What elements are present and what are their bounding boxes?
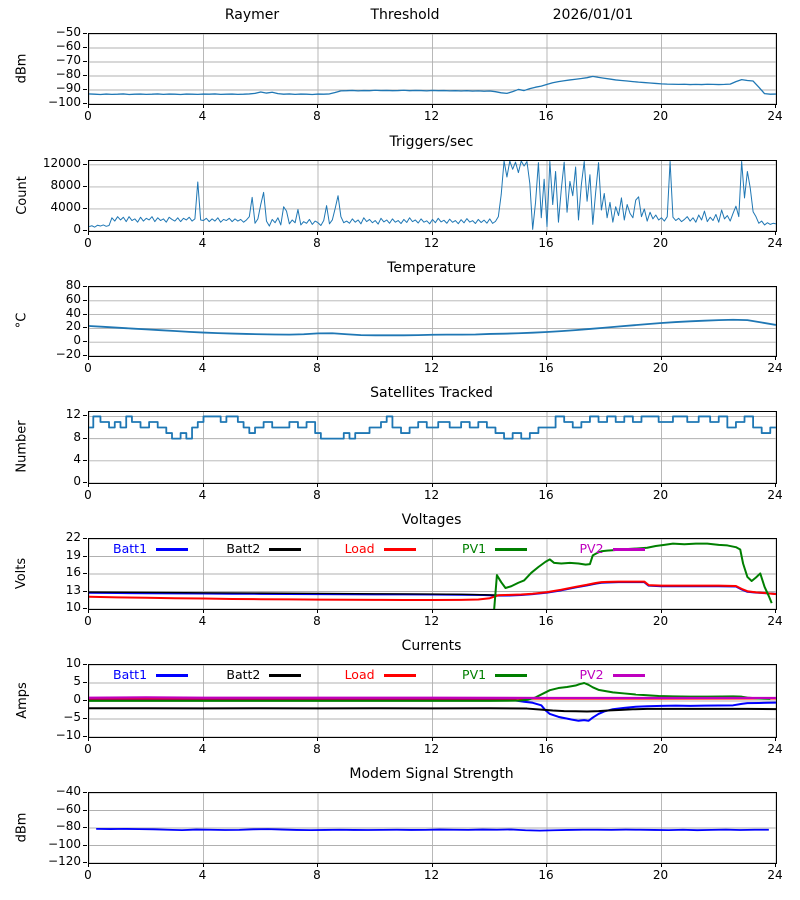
x-tick-mark [546,609,547,613]
series-PV1 [494,544,772,609]
y-tick-label: 12000 [42,155,81,170]
x-tick-mark [661,483,662,487]
x-tick-label: 20 [652,614,669,628]
x-tick-mark [88,863,89,867]
y-tick-label: 12 [65,407,81,422]
x-tick-mark [88,104,89,108]
x-tick-label: 0 [84,614,92,628]
legend-line-swatch [269,548,301,551]
x-tick-mark [775,356,776,360]
x-tick-label: 16 [538,868,554,882]
plot-area [88,160,777,232]
x-tick-label: 20 [652,361,669,375]
x-tick-label: 16 [538,742,554,756]
y-tick-mark [83,164,87,165]
x-tick-mark [775,609,776,613]
legend-line-swatch [269,674,301,677]
x-tick-label: 12 [423,868,440,882]
legend-line-swatch [384,548,416,551]
legend-label: Batt2 [226,667,261,682]
y-axis-label: dBm [14,53,30,83]
x-tick-label: 0 [84,868,92,882]
x-tick-mark [203,356,204,360]
x-tick-mark [88,483,89,487]
title-date: 2026/01/01 [552,7,634,23]
legend-label: PV2 [579,541,604,556]
y-tick-mark [83,230,87,231]
legend-label: Load [344,541,375,556]
y-tick-mark [83,573,87,574]
legend-entry-Batt1 [113,541,188,557]
x-tick-label: 16 [538,488,554,502]
legend-line-swatch [384,674,416,677]
x-tick-mark [775,737,776,741]
plot-canvas [89,539,776,609]
series-triggers [89,161,776,229]
legend-label: Batt1 [113,541,148,556]
series-PV2 [89,697,776,698]
x-tick-mark [317,356,318,360]
y-tick-label: 13 [65,582,81,597]
plot-canvas [89,412,776,483]
x-tick-mark [546,483,547,487]
chart-title: Modem Signal Strength [349,766,514,782]
x-tick-label: 20 [652,742,669,756]
legend-label: PV1 [462,667,487,682]
x-tick-label: 0 [84,109,92,123]
y-tick-label: −40 [55,784,81,798]
series-signal [89,76,776,94]
legend-line-swatch [495,548,527,551]
plot-area [88,792,777,864]
x-tick-mark [546,231,547,235]
y-tick-mark [83,208,87,209]
x-tick-mark [203,104,204,108]
y-tick-label: 0 [73,692,81,706]
x-tick-label: 20 [652,488,669,502]
y-tick-label: −60 [55,39,81,53]
plot-area [88,538,777,610]
y-axis-label: dBm [14,812,30,842]
x-tick-mark [88,356,89,360]
y-tick-label: 80 [65,278,81,292]
x-tick-label: 12 [423,109,440,123]
x-tick-mark [661,356,662,360]
legend-label: PV1 [462,541,487,556]
y-tick-label: −90 [55,81,81,95]
y-tick-mark [83,538,87,539]
y-tick-mark [83,327,87,328]
x-tick-mark [88,231,89,235]
y-tick-label: −80 [55,819,81,833]
x-tick-label: 12 [423,488,440,502]
y-tick-mark [83,460,87,461]
x-tick-mark [661,104,662,108]
y-tick-mark [83,415,87,416]
y-axis-label: Count [14,175,30,215]
y-tick-label: −10 [55,728,81,742]
x-tick-mark [203,737,204,741]
series-Batt1 [89,700,776,721]
x-tick-label: 16 [538,236,554,250]
y-tick-label: 40 [65,305,81,320]
x-tick-mark [317,609,318,613]
y-tick-label: −120 [48,854,81,868]
y-tick-label: 60 [65,291,81,306]
title-station: Raymer [224,7,280,23]
legend-line-swatch [156,548,188,551]
legend-line-swatch [613,548,645,551]
y-tick-label: 8000 [50,177,81,192]
x-tick-mark [203,609,204,613]
x-tick-mark [546,737,547,741]
y-tick-mark [83,792,87,793]
series-Batt2 [89,582,776,595]
legend-label: Load [344,667,375,682]
y-tick-label: −70 [55,53,81,67]
y-tick-mark [83,47,87,48]
plot-area [88,33,777,105]
x-tick-label: 4 [198,236,207,250]
legend-line-swatch [495,674,527,677]
legend-label: PV2 [579,667,604,682]
x-tick-label: 20 [652,236,669,250]
y-tick-label: 16 [65,565,81,579]
y-tick-mark [83,186,87,187]
legend-label: Batt1 [113,667,148,682]
y-tick-label: −60 [55,801,81,816]
y-tick-mark [83,286,87,287]
x-tick-label: 0 [84,236,92,250]
title-series-label: Threshold [370,7,440,23]
y-tick-mark [83,827,87,828]
series-satellites [89,416,776,438]
x-tick-label: 24 [767,109,783,123]
x-tick-mark [775,104,776,108]
y-tick-mark [83,103,87,104]
x-tick-label: 0 [84,742,92,756]
x-tick-mark [661,737,662,741]
chart-title: Voltages [401,512,462,528]
series-Batt2 [89,708,776,711]
y-tick-label: −5 [63,710,81,724]
legend-entry-Batt2 [226,541,301,557]
plot-area [88,286,777,357]
y-tick-mark [83,33,87,34]
x-tick-label: 4 [198,742,207,756]
y-tick-label: −80 [55,67,81,81]
y-tick-mark [83,300,87,301]
x-tick-label: 8 [313,109,321,123]
x-tick-label: 16 [538,614,554,628]
x-tick-label: 8 [313,236,321,250]
x-tick-label: 24 [767,488,783,502]
y-axis-label: Volts [14,557,30,589]
y-tick-label: 19 [65,547,81,562]
y-tick-label: 10 [65,600,81,614]
y-tick-mark [83,482,87,483]
legend-label: Batt2 [226,541,261,556]
series-modem-signal [96,829,769,831]
x-tick-mark [203,483,204,487]
x-tick-label: 4 [198,109,207,123]
x-tick-mark [775,863,776,867]
x-tick-mark [432,231,433,235]
x-tick-mark [317,863,318,867]
y-tick-mark [83,608,87,609]
x-tick-label: 24 [767,236,783,250]
y-tick-mark [83,355,87,356]
x-tick-mark [432,483,433,487]
x-tick-mark [432,104,433,108]
y-axis-label: Number [14,420,30,473]
y-tick-label: −100 [48,836,81,851]
legend-entry-Batt2 [226,667,301,683]
x-tick-label: 16 [538,109,554,123]
y-tick-mark [83,556,87,557]
x-tick-label: 0 [84,488,92,502]
y-tick-label: 20 [65,319,81,334]
x-tick-label: 24 [767,614,783,628]
x-tick-label: 12 [423,742,440,756]
x-tick-mark [775,231,776,235]
y-tick-mark [83,591,87,592]
series-Load [89,582,776,600]
y-tick-label: −20 [55,347,81,361]
y-tick-label: 5 [73,674,81,688]
y-tick-label: 0 [73,222,81,236]
x-tick-mark [432,609,433,613]
chart-title: Triggers/sec [389,134,474,150]
y-axis-label: °C [14,312,30,329]
legend-line-swatch [613,674,645,677]
y-tick-label: −50 [55,25,81,39]
x-tick-label: 24 [767,868,783,882]
y-tick-label: 10 [65,656,81,670]
y-tick-mark [83,810,87,811]
y-tick-mark [83,718,87,719]
y-axis-label: Amps [14,681,30,719]
legend-entry-PV1 [462,541,527,557]
y-tick-label: 0 [73,474,81,488]
x-tick-mark [317,483,318,487]
legend-entry-Batt1 [113,667,188,683]
chart-title: Satellites Tracked [370,385,493,401]
x-tick-label: 0 [84,361,92,375]
y-tick-mark [83,341,87,342]
y-tick-label: 0 [73,333,81,348]
y-tick-mark [83,61,87,62]
plot-area [88,664,777,738]
x-tick-mark [432,863,433,867]
legend-entry-PV1 [462,667,527,683]
x-tick-label: 20 [652,109,669,123]
legend-entry-PV2 [580,541,645,557]
x-tick-label: 8 [313,742,321,756]
y-tick-mark [83,664,87,665]
x-tick-mark [775,483,776,487]
y-tick-mark [83,438,87,439]
y-tick-mark [83,700,87,701]
legend-line-swatch [156,674,188,677]
x-tick-label: 4 [198,488,207,502]
x-tick-mark [661,609,662,613]
y-tick-label: 8 [73,429,81,444]
x-tick-label: 8 [313,488,321,502]
plot-canvas [89,161,776,231]
x-tick-mark [661,863,662,867]
series-Batt1 [89,582,776,595]
y-tick-mark [83,89,87,90]
legend-entry-PV2 [580,667,645,683]
x-tick-mark [661,231,662,235]
plot-canvas [89,665,776,737]
plot-canvas [89,287,776,356]
x-tick-mark [317,104,318,108]
y-tick-mark [83,682,87,683]
plot-canvas [89,793,776,863]
x-tick-label: 12 [423,614,440,628]
x-tick-label: 8 [313,868,321,882]
y-tick-mark [83,736,87,737]
legend-entry-Load [345,541,416,557]
y-tick-mark [83,862,87,863]
x-tick-label: 16 [538,361,554,375]
x-tick-label: 24 [767,742,783,756]
x-tick-label: 4 [198,614,207,628]
x-tick-mark [203,863,204,867]
x-tick-mark [88,737,89,741]
legend-entry-Load [345,667,416,683]
y-tick-label: −100 [48,95,81,109]
x-tick-label: 12 [423,236,440,250]
x-tick-label: 8 [313,614,321,628]
x-tick-label: 12 [423,361,440,375]
x-tick-mark [203,231,204,235]
x-tick-mark [432,737,433,741]
chart-title: Currents [401,638,462,654]
y-tick-label: 22 [65,530,81,544]
y-tick-mark [83,314,87,315]
x-tick-mark [546,104,547,108]
x-tick-mark [546,356,547,360]
x-tick-mark [88,609,89,613]
y-tick-label: 4 [73,451,81,466]
y-tick-mark [83,845,87,846]
x-tick-mark [317,737,318,741]
x-tick-label: 8 [313,361,321,375]
x-tick-mark [317,231,318,235]
y-tick-mark [83,75,87,76]
chart-title: Temperature [387,260,476,276]
x-tick-label: 4 [198,868,207,882]
y-tick-label: 4000 [50,199,81,214]
x-tick-label: 24 [767,361,783,375]
series-PV1 [89,683,770,701]
plot-canvas [89,34,776,104]
x-tick-mark [432,356,433,360]
x-tick-label: 20 [652,868,669,882]
plot-area [88,411,777,484]
x-tick-label: 4 [198,361,207,375]
series-temperature [89,320,776,336]
x-tick-mark [546,863,547,867]
